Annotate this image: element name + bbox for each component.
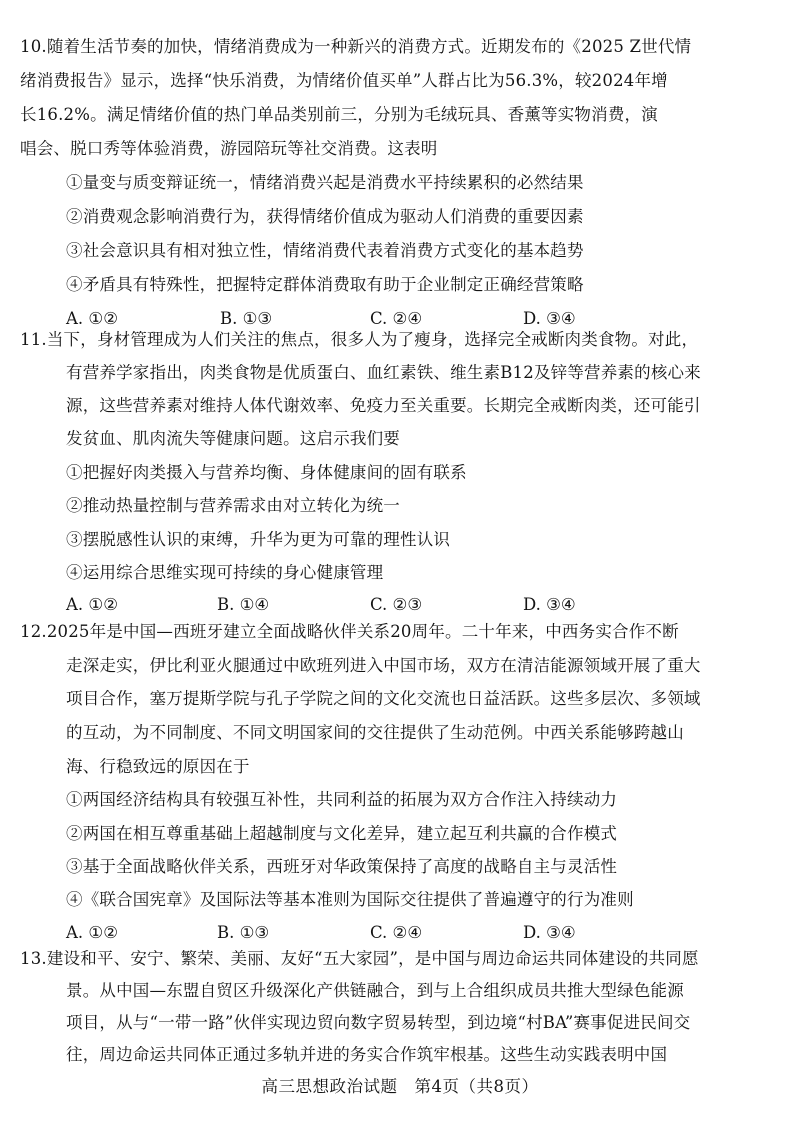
question-11-option: ④运用综合思维实现可持续的身心健康管理 (66, 563, 384, 582)
choice-a[interactable]: A. ①② (66, 309, 118, 328)
question-13-stem-line: 往，周边命运共同体正通过多轨并进的务实合作筑牢根基。这些生动实践表明中国 (66, 1045, 668, 1064)
choice-b[interactable]: B. ①③ (217, 923, 270, 942)
question-12-stem-line: 12.2025年是中国—西班牙建立全面战略伙伴关系20周年。二十年来，中西务实合作不断 (20, 622, 679, 641)
question-11-option: ③摆脱感性认识的束缚，升华为更为可靠的理性认识 (66, 530, 451, 549)
choice-d[interactable]: D. ③④ (523, 309, 576, 328)
choice-a[interactable]: A. ①② (66, 923, 118, 942)
question-10-stem-line: 唱会、脱口秀等体验消费，游园陪玩等社交消费。这表明 (20, 139, 438, 158)
question-12-option: ②两国在相互尊重基础上超越制度与文化差异，建立起互利共赢的合作模式 (66, 824, 618, 843)
choice-c[interactable]: C. ②③ (370, 595, 423, 614)
choice-b[interactable]: B. ①③ (220, 309, 273, 328)
choice-c[interactable]: C. ②④ (370, 923, 423, 942)
question-13-stem-line: 项目，从与“一带一路”伙伴实现边贸向数字贸易转型，到边境“村BA”赛事促进民间交 (66, 1013, 691, 1032)
question-11-stem-line: 源，这些营养素对维持人体代谢效率、免疫力至关重要。长期完全戒断肉类，还可能引 (66, 396, 701, 415)
question-11-option: ①把握好肉类摄入与营养均衡、身体健康间的固有联系 (66, 463, 467, 482)
question-12-stem-line: 走深走实，伊比利亚火腿通过中欧班列进入中国市场，双方在清洁能源领域开展了重大 (66, 656, 701, 675)
question-11-option: ②推动热量控制与营养需求由对立转化为统一 (66, 496, 400, 515)
question-10-stem-line: 长16.2%。满足情绪价值的热门单品类别前三，分别为毛绒玩具、香薰等实物消费，演 (20, 105, 658, 124)
question-13-stem-line: 13.建设和平、安宁、繁荣、美丽、友好“五大家园”，是中国与周边命运共同体建设的共同愿 (20, 949, 699, 968)
question-10-stem-line: 10.随着生活节奏的加快，情绪消费成为一种新兴的消费方式。近期发布的《2025 Z世代情 (20, 37, 692, 56)
choice-d[interactable]: D. ③④ (523, 595, 576, 614)
question-10-option: ②消费观念影响消费行为，获得情绪价值成为驱动人们消费的重要因素 (66, 207, 584, 226)
question-12-option: ④《联合国宪章》及国际法等基本准则为国际交往提供了普遍遵守的行为准则 (66, 890, 634, 909)
question-12-stem-line: 海、行稳致远的原因在于 (66, 757, 250, 776)
question-10-option: ④矛盾具有特殊性，把握特定群体消费取有助于企业制定正确经营策略 (66, 275, 584, 294)
page-footer: 高三思想政治试题 第4页（共8页） (261, 1077, 539, 1096)
choice-c[interactable]: C. ②④ (370, 309, 423, 328)
question-12-stem-line: 项目合作，塞万提斯学院与孔子学院之间的文化交流也日益活跃。这些多层次、多领域 (66, 689, 701, 708)
question-10-stem-line: 绪消费报告》显示，选择“快乐消费，为情绪价值买单”人群占比为56.3%，较2024年增 (20, 71, 668, 90)
question-12-option: ③基于全面战略伙伴关系，西班牙对华政策保持了高度的战略自主与灵活性 (66, 857, 618, 876)
question-12-option: ①两国经济结构具有较强互补性，共同利益的拓展为双方合作注入持续动力 (66, 790, 618, 809)
choice-a[interactable]: A. ①② (66, 595, 118, 614)
question-12-stem-line: 的互动，为不同制度、不同文明国家间的交往提供了生动范例。中西关系能够跨越山 (66, 723, 684, 742)
question-10-option: ①量变与质变辩证统一，情绪消费兴起是消费水平持续累积的必然结果 (66, 173, 584, 192)
question-11-stem-line: 有营养学家指出，肉类食物是优质蛋白、血红素铁、维生素B12及锌等营养素的核心来 (66, 363, 701, 382)
question-11-stem-line: 发贫血、肌肉流失等健康问题。这启示我们要 (66, 429, 400, 448)
question-11-stem-line: 11.当下，身材管理成为人们关注的焦点，很多人为了瘦身，选择完全戒断肉类食物。对此， (20, 330, 699, 349)
choice-b[interactable]: B. ①④ (217, 595, 270, 614)
question-10-option: ③社会意识具有相对独立性，情绪消费代表着消费方式变化的基本趋势 (66, 241, 584, 260)
choice-d[interactable]: D. ③④ (523, 923, 576, 942)
question-13-stem-line: 景。从中国—东盟自贸区升级深化产供链融合，到与上合组织成员共推大型绿色能源 (66, 981, 684, 1000)
